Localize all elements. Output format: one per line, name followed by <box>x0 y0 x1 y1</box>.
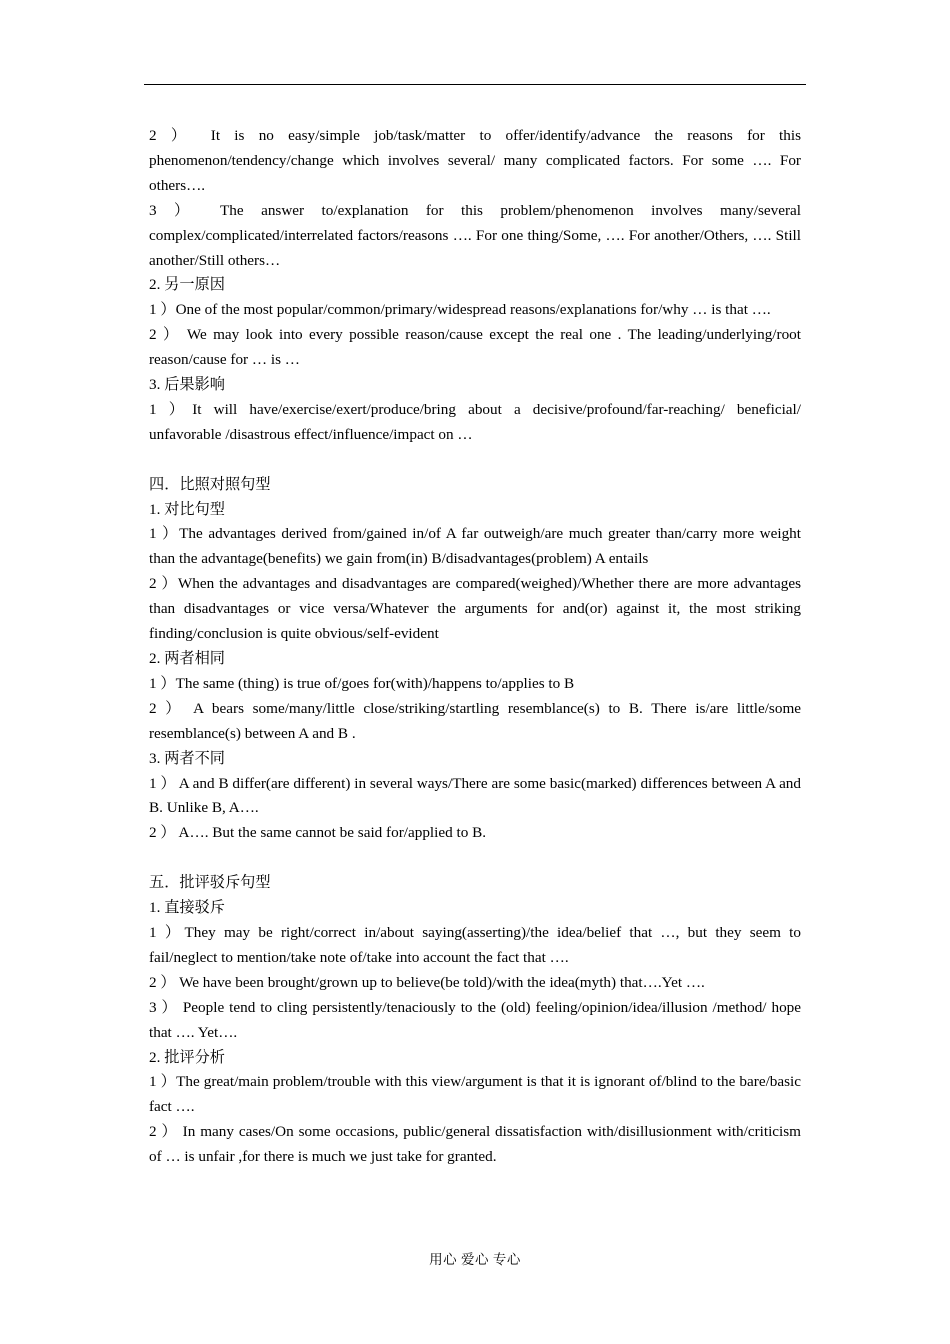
page-footer: 用心 爱心 专心 <box>429 1252 521 1267</box>
list-item: 1 ）They may be right/correct in/about saying(asserting)/the idea/belief that …, but they seem to fail/neglect to mention/take note of/take into account the fact that …. <box>149 923 801 966</box>
list-item: 1 ）The advantages derived from/gained in/of A far outweigh/are much greater than/carry more weight than the advantage(benefits) we gain from(in) B/disadvantages(problem) A entails <box>149 525 801 568</box>
list-item: 2 ） We may look into every possible reason/cause except the real one . The leading/underlying/root reason/cause for … is … <box>149 326 801 369</box>
list-item: 1 ）The same (thing) is true of/goes for(with)/happens to/applies to B <box>149 674 575 692</box>
subheading: 1. 直接驳斥 <box>149 899 225 917</box>
blank-line <box>149 448 801 473</box>
list-item: 1 ） A and B differ(are different) in several ways/There are some basic(marked) differences between A and B. Unlike B, A…. <box>149 774 801 817</box>
subheading: 2. 两者相同 <box>149 650 225 668</box>
section-heading: 五．批评驳斥句型 <box>149 874 271 892</box>
blank-line <box>149 846 801 871</box>
list-item: 1 ）One of the most popular/common/primary/widespread reasons/explanations for/why … is that …. <box>149 301 771 319</box>
subheading: 3. 后果影响 <box>149 376 225 394</box>
list-item: 1 ）It will have/exercise/exert/produce/bring about a decisive/profound/far-reaching/ beneficial/ unfavorable /disastrous effect/influence/impact on … <box>149 400 801 443</box>
list-item: 2 ） A bears some/many/little close/striking/startling resemblance(s) to B. There is/are little/some resemblance(s) between A and B . <box>149 699 801 742</box>
list-item: 2 ） In many cases/On some occasions, public/general dissatisfaction with/disillusionment with/criticism of … is unfair ,for there is much we just take for granted. <box>149 1123 801 1166</box>
section-heading: 四．比照对照句型 <box>149 475 271 493</box>
document-body <box>149 124 801 1170</box>
subheading: 1. 对比句型 <box>149 500 225 518</box>
list-item: 2 ） We have been brought/grown up to believe(be told)/with the idea(myth) that….Yet …. <box>149 973 705 991</box>
subheading: 2. 批评分析 <box>149 1048 225 1066</box>
list-item: 3 ） The answer to/explanation for this problem/phenomenon involves many/several complex/complicated/interrelated factors/reasons …. For one thing/Some, …. For another/Others, …. Still another/Still others… <box>149 201 801 269</box>
subheading: 2. 另一原因 <box>149 276 225 294</box>
subheading: 3. 两者不同 <box>149 749 225 767</box>
list-item: 2 ） A…. But the same cannot be said for/applied to B. <box>149 824 487 842</box>
header-rule <box>144 84 806 85</box>
list-item: 2 ）When the advantages and disadvantages are compared(weighed)/Whether there are more advantages than disadvantages or vice versa/Whatever the arguments for and(or) against it, the most striking finding/conclusion is quite obvious/self-evident <box>149 575 801 643</box>
list-item: 2 ） It is no easy/simple job/task/matter to offer/identify/advance the reasons for this phenomenon/tendency/change which involves several/ many complicated factors. For some …. For others…. <box>149 127 801 194</box>
list-item: 1 ）The great/main problem/trouble with this view/argument is that it is ignorant of/blind to the bare/basic fact …. <box>149 1073 801 1116</box>
list-item: 3 ） People tend to cling persistently/tenaciously to the (old) feeling/opinion/idea/illusion /method/ hope that …. Yet…. <box>149 998 801 1041</box>
